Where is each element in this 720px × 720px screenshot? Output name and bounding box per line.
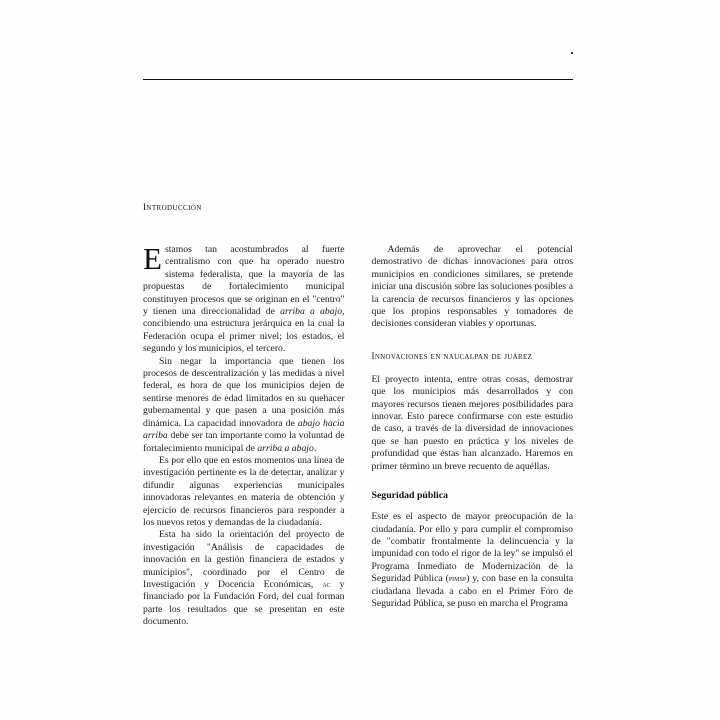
paragraph-seguridad-text-2: ) y, con base en la consulta ciudadana llevada a cabo en el Primer Foro de Seguridad Pública, se puso en marcha el Programa <box>371 573 573 609</box>
paragraph-proyecto-intenta: El proyecto intenta, entre otras cosas, demostrar que los municipios más desarrollados y con mayores recursos tienen mejores posibilidades para innovar. Esto parece confirmarse con este estudio de caso, a través de la diversidad de innovaciones que se han puesto en práctica y los niveles de profundidad que éstas han alcanzado. Haremos en primer término un breve recuento de aquéllas. <box>371 373 573 472</box>
header-rule <box>143 79 573 80</box>
paragraph-proyecto <box>143 529 345 628</box>
paragraph-descentralizacion-text-3: . <box>313 442 317 454</box>
paragraph-descentralizacion-italic-2: arriba a abajo <box>257 442 314 454</box>
page-content <box>143 198 573 629</box>
paragraph-seguridad-publica <box>372 511 574 610</box>
paragraph-proyecto-text-1: Esta ha sido la orientación del proyecto de investigación "Análisis de capacidades de innovación en la gestión financiera de estados y municipios", coordinado por el Centro de Investigación y Docencia Económicas, <box>143 529 345 590</box>
paragraph-intro-text-2: , concibiendo una estructura jerárquica en la cual la Federación ocupa el primer nivel; los estados, el segundo y los municipios, el tercero. <box>143 306 345 355</box>
paragraph-seguridad-acronym: pimsp <box>448 574 467 584</box>
left-column <box>143 241 345 629</box>
paragraph-potencial-demostrativo: Además de aprovechar el potencial demostrativo de dichas innovaciones para otros municipios en condiciones similares, se pretende iniciar una discusión sobre las soluciones posibles a la carencia de recursos financieros y las opciones que los propios responsables y tomadores de decisiones consideran viables y oportunas. <box>371 244 573 330</box>
paragraph-intro-text-1: stamos tan acostumbrados al fuerte centralismo con que ha operado nuestro sistema federalista, que la mayoría de las propuestas de fortalecimiento municipal constituyen procesos que se originan en el "centro" y tienen una direccionalidad de <box>143 244 345 318</box>
paragraph-seguridad-text-1: Este es el aspecto de mayor preocupación de la ciudadanía. Por ello y para cumplir el compromiso de "combatir frontalmente la delincuencia y la impunidad con todo el rigor de la ley" se impulsó el Programa Inmediato de Modernización de la Seguridad Pública ( <box>371 511 573 585</box>
subsection-heading-seguridad-publica: Seguridad pública <box>371 490 448 502</box>
two-column-layout <box>143 241 573 629</box>
section-heading-innovaciones: innovaciones en naucalpan de juárez <box>371 347 533 362</box>
paragraph-descentralizacion <box>143 356 345 455</box>
paragraph-proyecto-text-2: y financiado por la Fundación Ford, del cual forman parte los resultados que se presentan en este documento. <box>143 578 345 628</box>
paragraph-descentralizacion-italic-1: abajo hacia arriba <box>143 417 345 442</box>
paragraph-intro-italic-1: arriba a abajo <box>280 306 343 318</box>
paragraph-proyecto-acronym: ac <box>322 579 331 589</box>
paragraph-descentralizacion-text-1: Sin negar la importancia que tienen los procesos de descentralización y las medidas a nivel federal, es hora de que los municipios dejen de sentirse menores de edad limitados en su quehacer gubernamental y que pasen a una posición más dinámica. La capacidad innovadora de <box>143 355 345 429</box>
page-corner-mark <box>571 52 573 54</box>
paragraph-intro <box>143 241 345 356</box>
drop-cap: E <box>143 241 162 276</box>
chapter-heading: introducción <box>143 198 202 213</box>
paragraph-descentralizacion-text-2: debe ser tan importante como la voluntad de fortalecimiento municipal de <box>143 430 345 454</box>
right-column <box>372 244 574 610</box>
paragraph-linea-investigacion: Es por ello que en estos momentos una línea de investigación pertinente es la de detectar, analizar y difundir algunas experiencias municipales innovadoras relevantes en materia de obtención y ejercicio de recursos financieros para responder a los nuevos retos y demandas de la ciudadanía. <box>143 454 345 528</box>
